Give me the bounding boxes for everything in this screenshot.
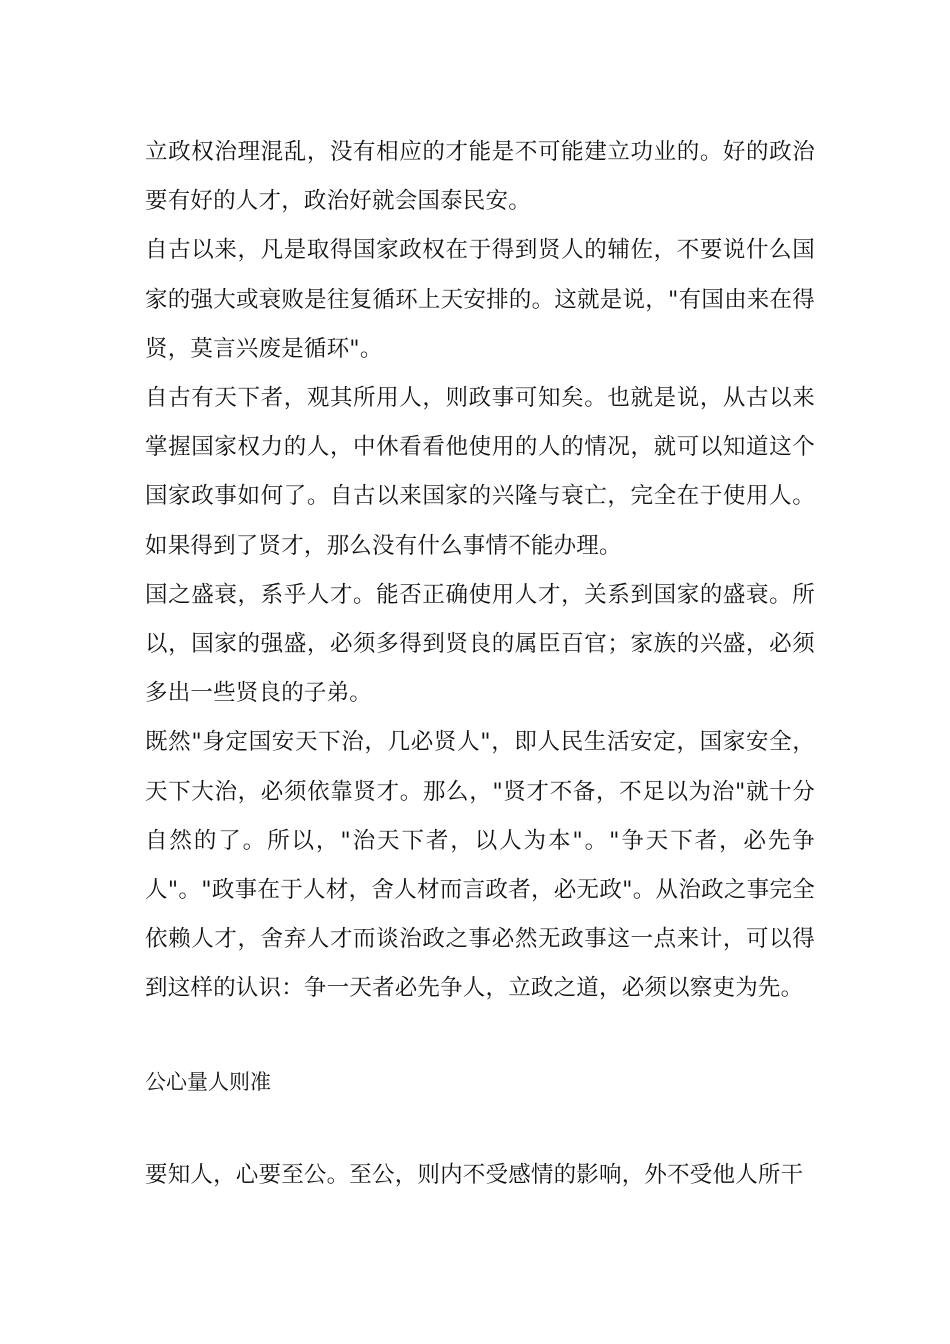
section-heading: 公心量人则准 xyxy=(145,1069,271,1094)
paragraph-2: 自古以来，凡是取得国家政权在于得到贤人的辅佐，不要说什么国家的强大或衰败是往复循环上天安排的。这就是说，"有国由来在得贤，莫言兴废是循环"。 xyxy=(145,237,815,362)
paragraph-3: 自古有天下者，观其所用人，则政事可知矣。也就是说，从古以来掌握国家权力的人，中休看看他使用的人的情况，就可以知道这个国家政事如何了。自古以来国家的兴隆与衰亡，完全在于使用人。如果得到了贤才，那么没有什么事情不能办理。 xyxy=(145,385,815,559)
paragraph-4: 国之盛衰，系乎人才。能否正确使用人才，关系到国家的盛衰。所以，国家的强盛，必须多得到贤良的属臣百官；家族的兴盛，必须多出一些贤良的子弟。 xyxy=(145,581,815,707)
section-spacer xyxy=(145,1107,815,1151)
document-body xyxy=(145,128,815,1200)
section-paragraph-1: 要知人，心要至公。至公，则内不受感情的影响，外不受他人所干 xyxy=(145,1161,804,1188)
section-spacer xyxy=(145,1014,815,1058)
paragraph-5: 既然"身定国安天下治，几必贤人"，即人民生活安定，国家安全，天下大治，必须依靠贤才。那么，"贤才不备，不足以为治"就十分自然的了。所以，"治天下者，以人为本"。"争天下者，必先争人"。"政事在于人材，舍人材而言政者，必无政"。从治政之事完全依赖人才，舍弃人才而谈治政之事必然无政事这一点来计，可以得到这样的认识：争一天者必先争人，立政之道，必须以察吏为先。 xyxy=(145,729,815,1002)
paragraph-1: 立政权治理混乱，没有相应的才能是不可能建立功业的。好的政治要有好的人才，政治好就会国泰民安。 xyxy=(145,139,815,215)
